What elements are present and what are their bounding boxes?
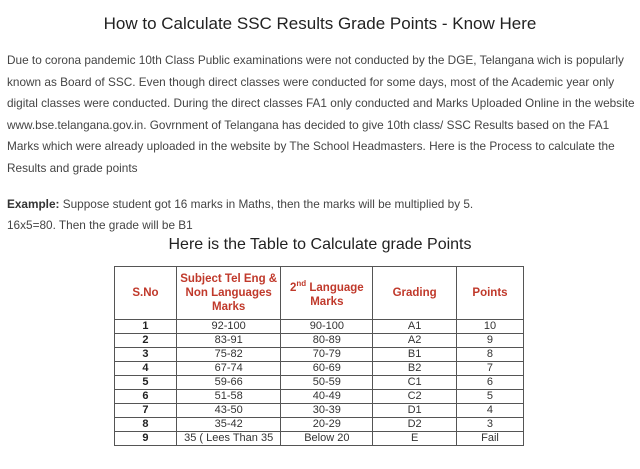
- cell-second: 30-39: [281, 404, 373, 418]
- table-row: [115, 376, 524, 390]
- cell-subject: 35 ( Lees Than 35: [176, 432, 281, 446]
- cell-grade: D2: [373, 418, 457, 432]
- cell-grade: B1: [373, 348, 457, 362]
- header-grading: Grading: [373, 267, 457, 320]
- cell-points: 10: [456, 320, 523, 334]
- table-header-row: [115, 267, 524, 320]
- table-row: [115, 390, 524, 404]
- article-title: How to Calculate SSC Results Grade Points - Know Here: [103, 14, 537, 33]
- header-subject-marks: Subject Tel Eng & Non Languages Marks: [176, 267, 281, 320]
- cell-subject: 43-50: [176, 404, 281, 418]
- cell-sno: 8: [115, 418, 177, 432]
- cell-second: 60-69: [281, 362, 373, 376]
- cell-sno: 1: [115, 320, 177, 334]
- cell-grade: A2: [373, 334, 457, 348]
- cell-grade: D1: [373, 404, 457, 418]
- cell-second: Below 20: [281, 432, 373, 446]
- cell-second: 80-89: [281, 334, 373, 348]
- example-label: Example:: [7, 197, 60, 211]
- cell-grade: A1: [373, 320, 457, 334]
- header-second-post: Language Marks: [306, 281, 364, 308]
- cell-subject: 83-91: [176, 334, 281, 348]
- cell-second: 40-49: [281, 390, 373, 404]
- cell-subject: 35-42: [176, 418, 281, 432]
- cell-second: 70-79: [281, 348, 373, 362]
- cell-grade: C2: [373, 390, 457, 404]
- cell-points: 6: [456, 376, 523, 390]
- table-row: [115, 362, 524, 376]
- header-second-pre: 2: [290, 281, 297, 294]
- cell-points: 3: [456, 418, 523, 432]
- example-text: Suppose student got 16 marks in Maths, then the marks will be multiplied by 5.: [59, 197, 474, 211]
- table-row: [115, 418, 524, 432]
- cell-second: 90-100: [281, 320, 373, 334]
- cell-subject: 92-100: [176, 320, 281, 334]
- cell-second: 20-29: [281, 418, 373, 432]
- cell-subject: 51-58: [176, 390, 281, 404]
- cell-sno: 5: [115, 376, 177, 390]
- cell-subject: 67-74: [176, 362, 281, 376]
- header-points: Points: [456, 267, 523, 320]
- example-line2: 16x5=80. Then the grade will be B1: [7, 218, 193, 232]
- table-row: [115, 432, 524, 446]
- cell-sno: 2: [115, 334, 177, 348]
- table-row: [115, 320, 524, 334]
- table-title: Here is the Table to Calculate grade Points: [168, 236, 472, 253]
- cell-points: 9: [456, 334, 523, 348]
- cell-grade: E: [373, 432, 457, 446]
- cell-points: Fail: [456, 432, 523, 446]
- cell-sno: 3: [115, 348, 177, 362]
- header-second-language: [281, 267, 373, 320]
- cell-grade: B2: [373, 362, 457, 376]
- cell-points: 5: [456, 390, 523, 404]
- cell-sno: 9: [115, 432, 177, 446]
- cell-sno: 6: [115, 390, 177, 404]
- cell-grade: C1: [373, 376, 457, 390]
- header-sno: S.No: [115, 267, 177, 320]
- cell-points: 7: [456, 362, 523, 376]
- cell-sno: 4: [115, 362, 177, 376]
- cell-sno: 7: [115, 404, 177, 418]
- cell-subject: 59-66: [176, 376, 281, 390]
- table-row: [115, 348, 524, 362]
- intro-paragraph: Due to corona pandemic 10th Class Public examinations were not conducted by the DGE, Telangana wich is popularly known as Board of SSC. Even though direct classes were conducted for some days, most of the Academic year only digital classes were conducted. During the direct classes FA1 only conducted and Marks Uploaded Online in the website www.bse.telangana.gov.in. Govrnment of Telangana has decided to give 10th class/ SSC Results based on the FA1 Marks which were already uploaded in the website by The School Headmasters. Here is the Process to calculate the Results and grade points: [7, 53, 635, 175]
- example-block: [7, 194, 635, 236]
- table-row: [115, 334, 524, 348]
- cell-second: 50-59: [281, 376, 373, 390]
- cell-subject: 75-82: [176, 348, 281, 362]
- grade-points-table: [114, 266, 524, 446]
- cell-points: 4: [456, 404, 523, 418]
- table-row: [115, 404, 524, 418]
- header-second-sup: nd: [296, 279, 307, 289]
- cell-points: 8: [456, 348, 523, 362]
